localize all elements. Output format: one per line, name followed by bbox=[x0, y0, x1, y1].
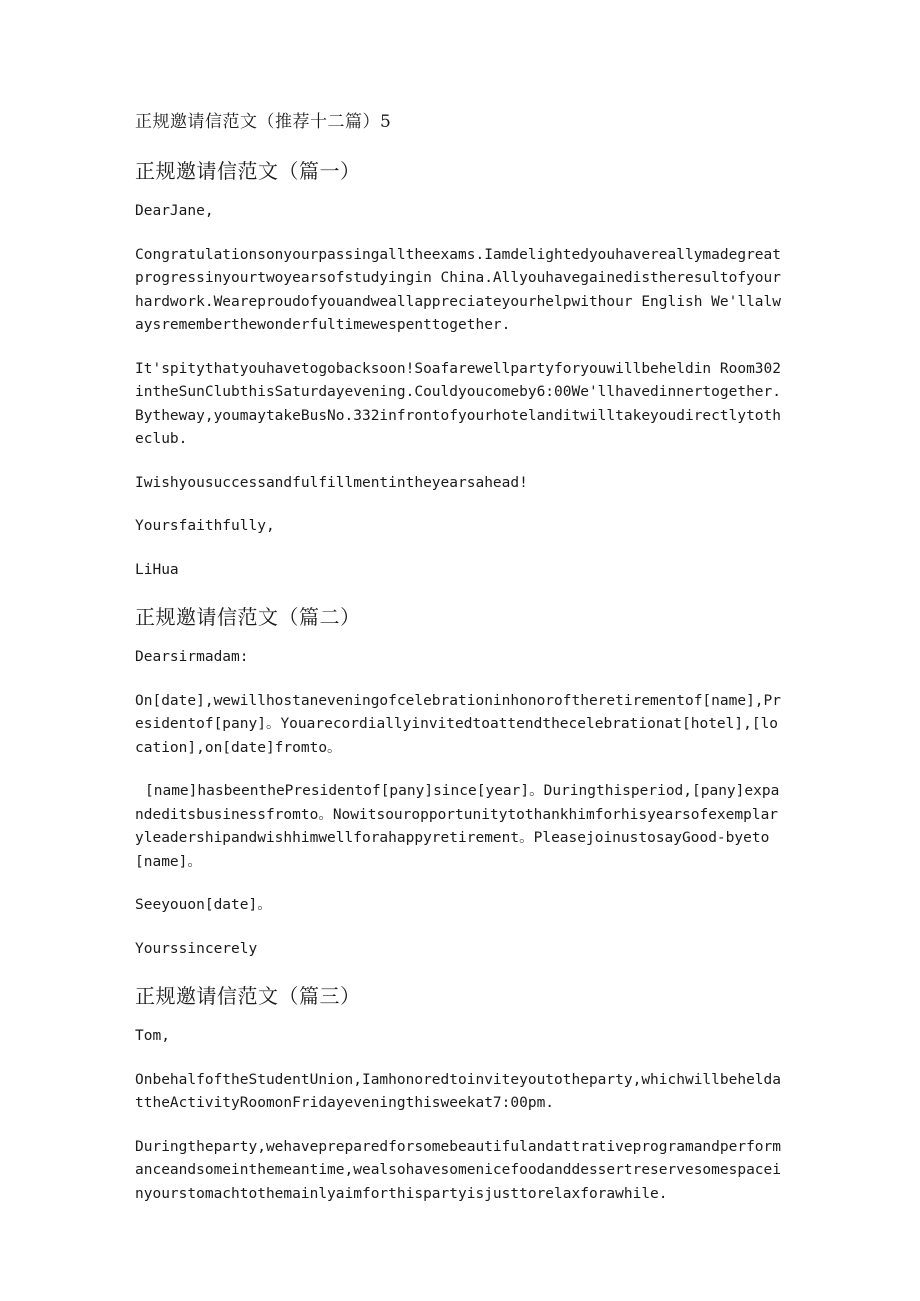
paragraph: Congratulationsonyourpassingalltheexams.Iamdelightedyouhavereallymadegreatprogressinyourtwoyearsofstudyingin China.Allyouhavegainedistheresultofyourhardwork.Weareproudofyouandweallappreciateyourhelpwithour English We'llalwaysrememberthewonderfultimewespenttogether. bbox=[135, 246, 782, 333]
section-heading: 正规邀请信范文（篇二） bbox=[135, 605, 361, 629]
closing: Yourssincerely bbox=[135, 940, 258, 957]
document-title: 正规邀请信范文（推荐十二篇）5 bbox=[135, 112, 392, 132]
paragraph: Duringtheparty,wehavepreparedforsomebeautifulandattrativeprogramandperformanceandsomeinthemeantime,wealsohavesomenicefoodanddessertreservesomespaceinyourstomachtothemainlyaimforthispartyisjusttorelaxforawhile. bbox=[135, 1138, 782, 1202]
section-1 bbox=[135, 156, 781, 582]
salutation: DearJane, bbox=[135, 203, 214, 219]
paragraph: Seeyouon[date]。 bbox=[135, 897, 272, 913]
paragraph: OnbehalfoftheStudentUnion,Iamhonoredtoinviteyoutotheparty,whichwillbeheldattheActivityRoomonFridayeveningthisweekat7:00pm. bbox=[135, 1071, 782, 1111]
paragraph: Iwishyousuccessandfulfillmentintheyearsahead! bbox=[135, 474, 528, 491]
paragraph: [name]hasbeenthePresidentof[pany]since[year]。Duringthisperiod,[pany]expandeditsbusinessfromto。Nowitsouropportunitytothankhimforhisyearsofexemplaryleadershipandwishhimwellforahappyretirement。PleasejoinustosayGood-byeto[name]。 bbox=[135, 783, 780, 870]
paragraph: It'spitythatyouhavetogobacksoon!Soafarewellpartyforyouwillbeheldin Room302intheSunClubthisSaturdayevening.Couldyoucomeby6:00We'llhavedinnertogether.Bytheway,youmaytakeBusNo.332infrontofyourhotelanditwilltakeyoudirectlytotheclub. bbox=[135, 360, 782, 447]
paragraph: On[date],wewillhostaneveningofcelebrationinhonoroftheretirementof[name],Presidentof[pany]。Youarecordiallyinvitedtoattendthecelebrationat[hotel],[location],on[date]fromto。 bbox=[135, 692, 782, 756]
salutation: Dearsirmadam: bbox=[135, 649, 249, 665]
section-heading: 正规邀请信范文（篇三） bbox=[135, 984, 361, 1008]
salutation: Tom, bbox=[135, 1028, 170, 1044]
section-2 bbox=[135, 602, 781, 961]
section-3 bbox=[135, 981, 781, 1206]
section-heading: 正规邀请信范文（篇一） bbox=[135, 159, 361, 183]
signature: LiHua bbox=[135, 561, 179, 578]
document-body bbox=[135, 108, 781, 1226]
closing: Yoursfaithfully, bbox=[135, 518, 275, 534]
